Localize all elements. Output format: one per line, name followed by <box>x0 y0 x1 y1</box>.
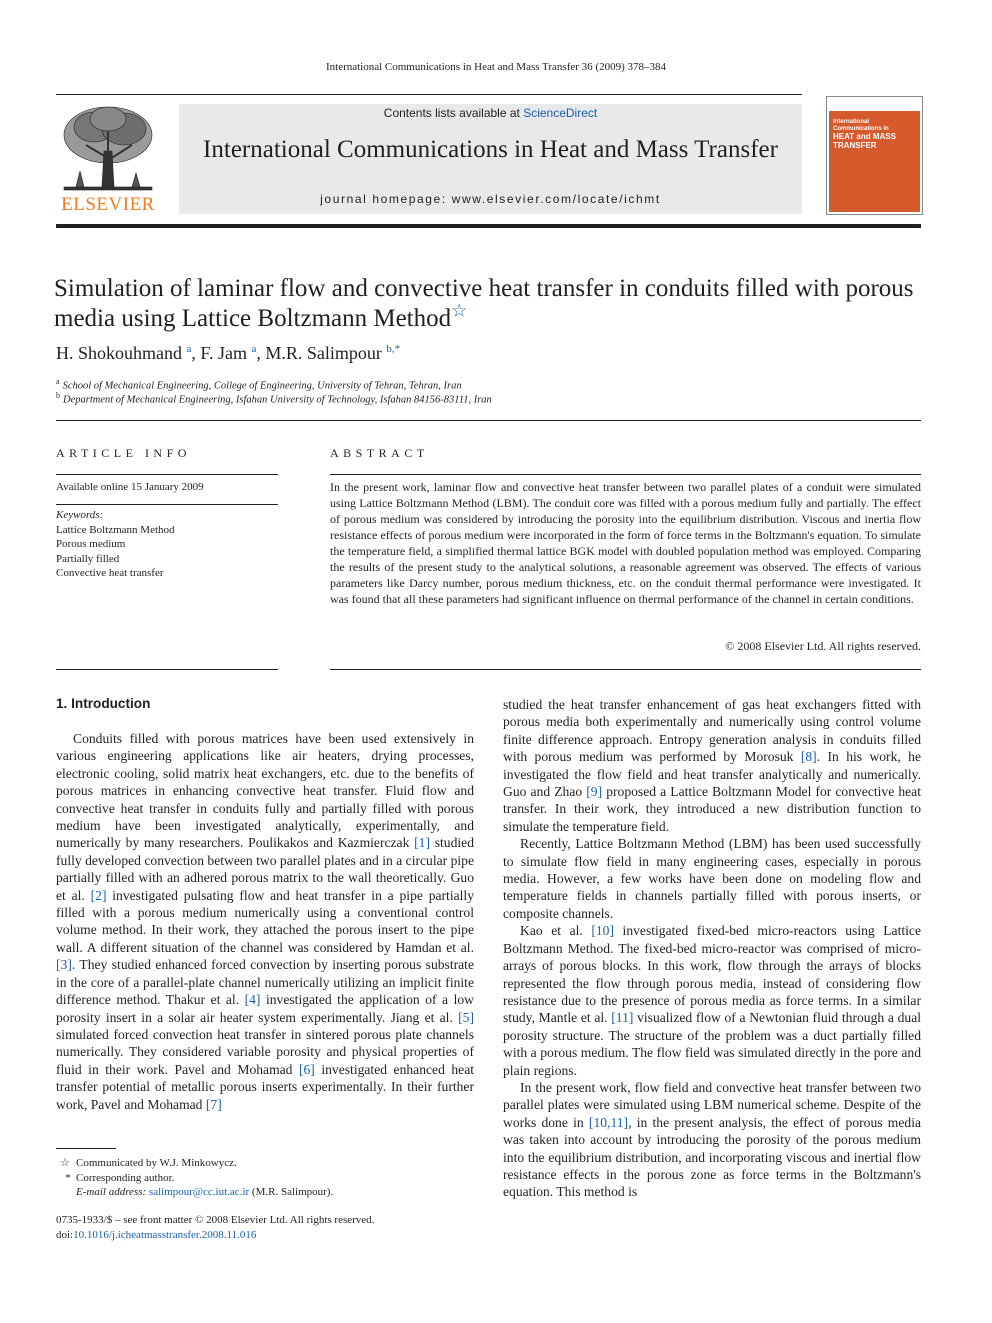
article-info-heading: ARTICLE INFO <box>56 446 191 460</box>
section-divider <box>56 420 921 421</box>
footnote-rule <box>56 1148 116 1149</box>
paragraph <box>503 696 921 835</box>
footnote: E-mail address: salimpour@cc.iut.ac.ir (M.R. Salimpour). <box>76 1186 334 1198</box>
email-link[interactable]: salimpour@cc.iut.ac.ir <box>148 1186 250 1198</box>
footnote: * Corresponding author. <box>65 1171 175 1184</box>
citation-link[interactable]: [6] <box>298 1061 315 1077</box>
citation-link[interactable]: [11] <box>611 1010 634 1026</box>
author-name: F. Jam <box>200 343 247 363</box>
publisher-logo[interactable] <box>56 101 166 216</box>
text-run: Conduits filled with porous matrices have been used extensively in various engineering applications like air heaters, drying processes, electronic cooling, solid matrix heat exchangers, etc. due to the benefits of porous matrices in enhancing convective heat transfer. Fluid flow and convective heat transfer in conduits fully and partially filled with porous medium have been investigated analytically, experimentally, and numerically by many researchers. Poulikakos and Kazmierczak <box>56 731 474 851</box>
author-name: H. Shokouhmand <box>56 343 182 363</box>
text-run: . They studied enhanced forced convection by inserting porous substrate in the core of a parallel-plate channel numerically utilizing an implicit finite difference method. Thakur et al. <box>56 957 474 1008</box>
author-affiliation-mark[interactable]: a <box>251 343 257 355</box>
citation-link[interactable]: [7] <box>205 1096 222 1112</box>
journal-cover[interactable] <box>826 96 923 215</box>
abstract-copyright: © 2008 Elsevier Ltd. All rights reserved. <box>725 639 921 653</box>
citation-link[interactable]: [10] <box>591 923 614 939</box>
keyword: Porous medium <box>56 538 126 550</box>
paragraph <box>503 1079 921 1201</box>
keywords-label: Keywords: <box>56 509 104 521</box>
text-run: studied the heat transfer enhancement of gas heat exchangers fitted with porous media both experimentally and numerically using control volume finite difference approach. Entropy generation analysis in conduits filled with porous medium was performed by Morosuk <box>503 697 921 765</box>
contents-line: Contents lists available at ScienceDirect <box>383 106 598 120</box>
keywords-block <box>56 508 278 581</box>
text-run: investigated pulsating flow and heat transfer in a pipe partially filled with a porous medium numerically using a conventional control volume method. In their work, they attached the porous insert to the pipe wall. A different situation of the channel was considered by Hamdan et al. <box>56 887 474 955</box>
text-run: investigated enhanced heat transfer potential of metallic porous inserts experimentally. In their further work, Pavel and Mohamad <box>56 1061 475 1112</box>
article-info-rule <box>56 669 278 670</box>
abstract-rule <box>330 669 921 670</box>
abstract-text: In the present work, laminar flow and convective heat transfer between two parallel plates of a conduit were simulated using Lattice Boltzmann Method (LBM). The conduit core was filled with a porous medium fully and partially. The effect of porous medium was considered by introducing the porosity into the equilibrium distribution. Viscous and inertia flow resistance effects of porous medium were incorporated in the form of force terms in the Boltzmann's equation. To simulate the temperature field, a simplified thermal lattice BGK model with doubled population method was employed. Comparing the results of the present study to the analytical solutions, a reasonable agreement was observed. The effects of various parameters like Darcy number, porous medium thickness, etc. on the conduit thermal performance were investigated. It was found that all these parameters had significant influence on thermal performance of the channel in certain conditions. <box>330 480 921 606</box>
affiliation: $^b$ Department of Mechanical Engineering, Isfahan University of Technology, Isfahan 84156-83111, Iran <box>56 391 492 406</box>
citation-link[interactable]: [2] <box>90 887 107 903</box>
text-run: simulated forced convection heat transfer in sintered porous plate channels numerically. They considered variable porosity and physical properties of fluid in their work. Pavel and Mohamad <box>56 1026 474 1077</box>
paragraph <box>503 835 921 922</box>
text-run: proposed a Lattice Boltzmann Model for convective heat transfer. In their work, they introduced a new distribution function to simulate the temperature field. <box>503 784 921 834</box>
keyword: Lattice Boltzmann Method <box>56 523 175 536</box>
abstract-rule <box>330 474 921 475</box>
footnotes <box>60 1156 480 1200</box>
front-matter <box>56 1213 496 1242</box>
doi-link[interactable]: 10.1016/j.icheatmasstransfer.2008.11.016 <box>73 1228 257 1241</box>
text-run: studied fully developed convection between two parallel plates and in a circular pipe partially filled with an adhered porous matrix to the wall theoretically. Guo et al. <box>56 835 474 903</box>
author-list: H. Shokouhmand $^a$, F. Jam $^a$, M.R. Salimpour $^{b,*}$ <box>56 343 401 363</box>
citation-link[interactable]: [3] <box>56 957 72 973</box>
doi-line: doi:10.1016/j.icheatmasstransfer.2008.11.016 <box>56 1228 257 1241</box>
text-run: visualized flow of a Newtonian fluid through a dual porosity structure. The structure of the problem was a duct partially filled with a porous medium. The flow field was simulated directly in the pore and plain regions. <box>503 1010 921 1078</box>
header-thick-rule <box>56 224 921 228</box>
article-info-rule <box>56 504 278 505</box>
article-info-rule <box>56 474 278 475</box>
text-run: In the present work, flow field and convective heat transfer between two parallel plates were simulated using LBM numerical scheme. Despite of the works done in <box>503 1079 921 1130</box>
affiliation: $^a$ School of Mechanical Engineering, College of Engineering, University of Tehran, Tehran, Iran <box>56 377 462 392</box>
journal-banner <box>179 104 802 214</box>
tree-icon <box>56 101 160 196</box>
running-header: International Communications in Heat and Mass Transfer 36 (2009) 378–384 <box>325 61 667 73</box>
paragraph <box>503 922 921 1079</box>
journal-title: International Communications in Heat and Mass Transfer <box>203 136 778 163</box>
cover-title: International Communications in HEAT and MASS TRANSFER <box>833 119 896 150</box>
issn-line: 0735-1933/$ – see front matter © 2008 Elsevier Ltd. All rights reserved. <box>56 1214 375 1226</box>
keyword: Convective heat transfer <box>56 567 164 579</box>
header-rule <box>56 94 802 95</box>
text-run: , in the present analysis, the effect of porous media was taken into account by introducing the porosity of the porous medium into the equilibrium distribution, and incorporating viscous and inertial flow resistance effects in the porous zone as force terms in the Boltzmann's equation. This method is <box>503 1114 921 1200</box>
citation-link[interactable]: [8] <box>800 749 817 765</box>
citation-link[interactable]: [9] <box>586 784 603 800</box>
right-column <box>503 696 921 1201</box>
publisher-wordmark: ELSEVIER <box>61 194 155 215</box>
cover-panel <box>829 111 920 212</box>
text-run: . In his work, he investigated the flow field and heat transfer analytically and numerically. Guo and Zhao <box>503 749 921 800</box>
section-heading: 1. Introduction <box>56 696 151 711</box>
article-title: Simulation of laminar flow and convective heat transfer in conduits filled with porous media using Lattice Boltzmann Method☆ <box>54 275 914 332</box>
author-affiliation-mark[interactable]: b,* <box>386 343 401 355</box>
keyword: Partially filled <box>56 552 120 565</box>
sciencedirect-link[interactable]: ScienceDirect <box>523 106 598 120</box>
citation-link[interactable]: [5] <box>458 1009 474 1025</box>
footnote: ☆ Communicated by W.J. Minkowycz. <box>60 1157 237 1169</box>
citation-link[interactable]: [10,11] <box>588 1114 629 1130</box>
author-name: M.R. Salimpour <box>265 343 382 363</box>
citation-link[interactable]: [1] <box>414 835 430 851</box>
citation-link[interactable]: [4] <box>244 992 261 1008</box>
text-run: investigated fixed-bed micro-reactors using Lattice Boltzmann Method. The fixed-bed micro-reactor was comprised of micro-arrays of porous blocks. In this work, flow through the arrays of blocks represented the flow through porous media, instead of considering flow resistance due to the presence of porous media as force terms. In a similar study, Mantle et al. <box>503 923 921 1026</box>
left-column <box>56 730 474 1113</box>
text-run: Recently, Lattice Boltzmann Method (LBM) has been used successfully to simulate flow field in many engineering cases, especially in porous media. However, a few works have been done on modeling flow and temperature fields in channels partially filled with porous inserts, or composite channels. <box>503 836 921 921</box>
title-footnote-mark[interactable]: ☆ <box>451 300 468 321</box>
text-run: Kao et al. <box>520 923 592 939</box>
available-online: Available online 15 January 2009 <box>56 481 204 493</box>
author-affiliation-mark[interactable]: a <box>186 343 192 355</box>
abstract-heading: ABSTRACT <box>330 446 429 460</box>
journal-homepage[interactable]: journal homepage: www.elsevier.com/locate/ichmt <box>320 192 661 206</box>
paragraph <box>56 730 474 1113</box>
text-run: investigated the application of a low porosity insert in a solar air heater system experimentally. Jiang et al. <box>56 992 474 1025</box>
